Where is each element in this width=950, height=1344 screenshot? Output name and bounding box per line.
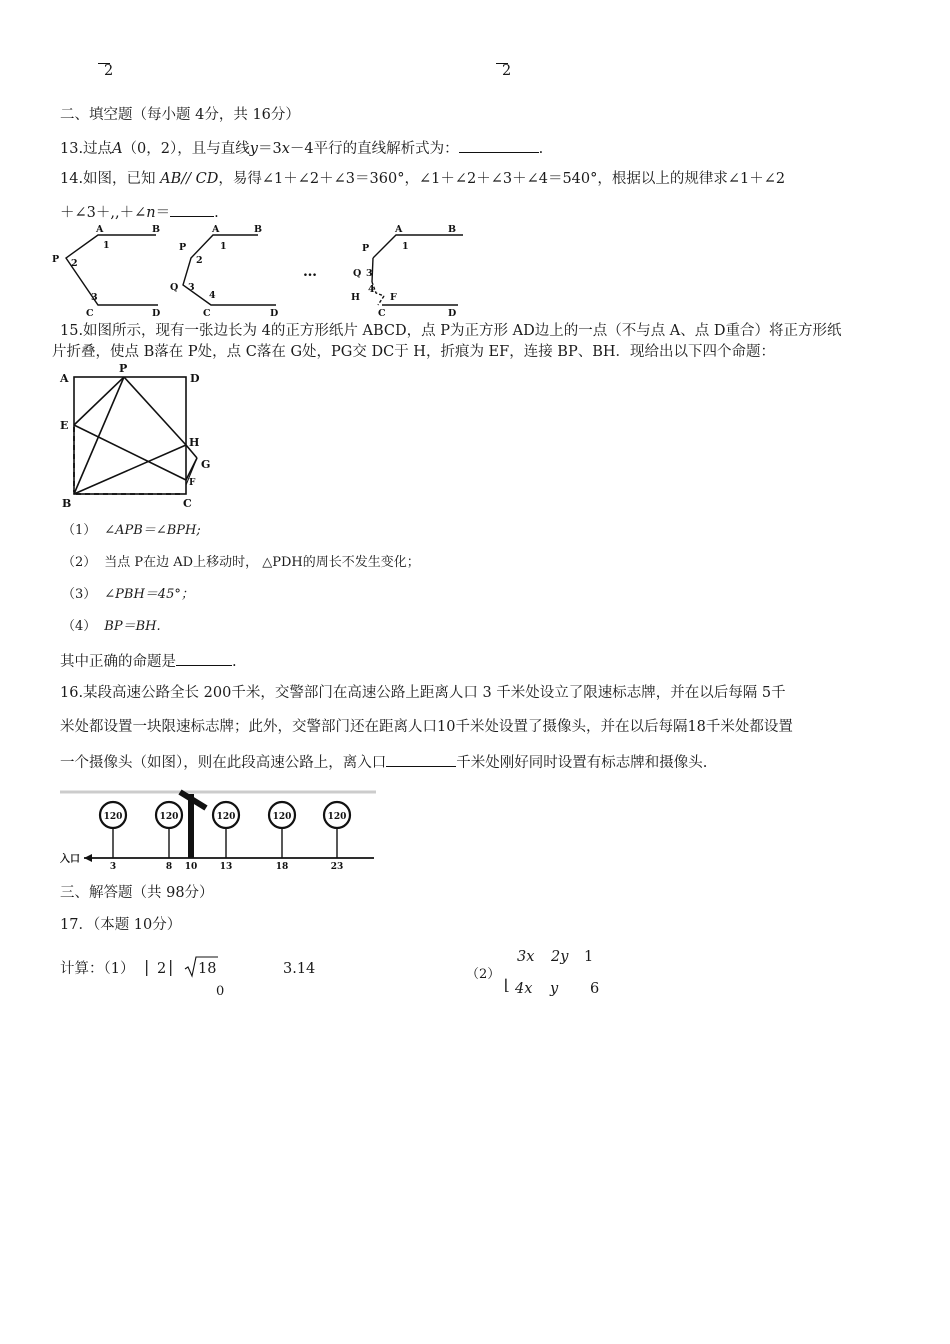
question-15-line2: 片折叠，使点 B落在 P处，点 C落在 G处，PG交 DC于 H，折痕为 EF，连接 BP、BH．现给出以下四个命题： bbox=[52, 344, 776, 360]
abs-bar-right: | bbox=[168, 957, 174, 976]
sq-label-H: H bbox=[189, 436, 200, 449]
system-r2-c: 6 bbox=[590, 981, 600, 997]
sq-label-C: C bbox=[183, 497, 192, 510]
speed-sign-4 bbox=[269, 802, 295, 858]
question-16-line2: 米处都设置一块限速标志牌；此外，交警部门还在距离人口10千米处设置了摄像头，并在以后每隔18千米处都设置 bbox=[60, 719, 793, 735]
proposition-1: （1） ∠APB＝∠BPH; bbox=[62, 523, 201, 538]
proposition-2: （2） 当点 P在边 AD上移动时， △PDH的周长不发生变化； bbox=[62, 555, 420, 570]
f2-label-4: 4 bbox=[209, 290, 216, 301]
system-r2-b: y bbox=[550, 981, 559, 997]
section3-heading: 三、解答题（共 98分） bbox=[60, 885, 214, 901]
speed-sign-5 bbox=[324, 802, 350, 858]
f2-label-B: B bbox=[254, 224, 263, 235]
f2-label-P: P bbox=[179, 242, 187, 253]
sign-label: 120 bbox=[216, 812, 236, 822]
speed-sign-1 bbox=[100, 802, 126, 858]
section2-heading: 二、填空题（每小题 4分，共 16分） bbox=[60, 107, 300, 123]
f2-label-2: 2 bbox=[196, 255, 203, 266]
question-17-title: 17．（本题 10分） bbox=[60, 917, 182, 933]
sign-label: 120 bbox=[272, 812, 292, 822]
sign-label: 120 bbox=[159, 812, 179, 822]
entrance-label: 入口 bbox=[60, 854, 80, 865]
sq-label-B: B bbox=[62, 497, 72, 510]
calc-1-sqrt: 18 bbox=[198, 961, 217, 977]
system-r1-a: 3x bbox=[517, 949, 535, 965]
f3-label-H: H bbox=[351, 292, 360, 303]
f3-label-P: P bbox=[362, 243, 370, 254]
system-r2-a: 4x bbox=[515, 981, 533, 997]
sign-label: 120 bbox=[103, 812, 123, 822]
sq-label-E: E bbox=[60, 419, 69, 432]
f1-label-P: P bbox=[52, 254, 60, 265]
f1-label-3: 3 bbox=[91, 292, 98, 303]
calc-1-pi: 3.14 bbox=[283, 961, 316, 977]
sq-label-A: A bbox=[60, 372, 69, 385]
f2-label-A: A bbox=[212, 224, 220, 235]
system-r1-c: 1 bbox=[584, 949, 594, 965]
tick-label-18: 18 bbox=[275, 862, 289, 872]
f3-label-3: 3 bbox=[366, 268, 373, 279]
sq-label-P: P bbox=[119, 362, 128, 375]
question-14-line1: 14.如图，已知 AB// CD，易得∠1＋∠2＋∠3＝360°，∠1＋∠2＋∠3＋∠4＝540°，根据以上的规律求∠1＋∠2 bbox=[60, 171, 786, 187]
proposition-3: （3） ∠PBH＝45°； bbox=[62, 587, 194, 602]
f1-label-2: 2 bbox=[71, 258, 78, 269]
f3-label-B: B bbox=[448, 224, 457, 235]
tick-label-10: 10 bbox=[184, 862, 198, 872]
sq-label-D: D bbox=[190, 372, 200, 385]
sign-label: 120 bbox=[327, 812, 347, 822]
speed-sign-3 bbox=[213, 802, 239, 858]
f3-label-C: C bbox=[378, 308, 386, 319]
f2-label-3: 3 bbox=[188, 282, 195, 293]
tick-label-13: 13 bbox=[219, 862, 233, 872]
f3-label-A: A bbox=[395, 224, 403, 235]
f3-label-F: F bbox=[390, 292, 397, 303]
question-13: 13.过点A（0，2），且与直线y＝3x－4平行的直线解析式为： . bbox=[60, 138, 543, 158]
sq-label-F: F bbox=[189, 478, 196, 488]
f3-label-1: 1 bbox=[402, 241, 409, 252]
abs-bar-left: | bbox=[144, 957, 150, 976]
speed-sign-2 bbox=[156, 802, 182, 858]
figure-ellipsis: … bbox=[303, 264, 317, 280]
calc-1-zero: 0 bbox=[216, 984, 225, 999]
f2-label-C: C bbox=[203, 308, 211, 319]
f3-label-D: D bbox=[448, 308, 457, 319]
question-15-answer: 其中正确的命题是 . bbox=[60, 651, 237, 671]
f2-label-Q: Q bbox=[170, 282, 179, 293]
tick-label-8: 8 bbox=[165, 862, 173, 872]
f1-label-A: A bbox=[96, 224, 104, 235]
f1-label-B: B bbox=[152, 224, 161, 235]
f2-label-D: D bbox=[270, 308, 279, 319]
proposition-4: （4） BP＝BH. bbox=[62, 619, 161, 634]
system-brace: ⌊ bbox=[504, 976, 510, 994]
camera-post bbox=[188, 794, 194, 858]
calc-2-label: （2） bbox=[466, 967, 501, 982]
calc-1-abs: 2 bbox=[157, 961, 167, 977]
f1-label-C: C bbox=[86, 308, 94, 319]
f2-label-1: 1 bbox=[220, 241, 227, 252]
top-fragment-right: 2 bbox=[496, 62, 511, 80]
f1-label-D: D bbox=[152, 308, 161, 319]
tick-label-23: 23 bbox=[330, 862, 344, 872]
sq-label-G: G bbox=[201, 458, 211, 471]
calc-label: 计算：（1） bbox=[60, 961, 135, 977]
tick-label-3: 3 bbox=[109, 862, 117, 872]
question-16-line3: 一个摄像头（如图），则在此段高速公路上，离入口 千米处刚好同时设置有标志牌和摄像头. bbox=[60, 752, 707, 772]
f1-label-1: 1 bbox=[103, 240, 110, 251]
question-15-line1: 15.如图所示，现有一张边长为 4的正方形纸片 ABCD，点 P为正方形 AD边上的一点（不与点 A、点 D重合）将正方形纸 bbox=[60, 323, 842, 339]
question-16-line1: 16.某段高速公路全长 200千米，交警部门在高速公路上距离人口 3 千米处设立了限速标志牌，并在以后每隔 5千 bbox=[60, 685, 786, 701]
question-14-line2: ＋∠3＋,,＋∠n＝ . bbox=[60, 202, 219, 222]
top-fragment-left: 2 bbox=[98, 62, 113, 80]
f3-label-4: 4 bbox=[368, 284, 375, 295]
f3-label-Q: Q bbox=[353, 268, 362, 279]
system-r1-b: 2y bbox=[551, 949, 569, 965]
